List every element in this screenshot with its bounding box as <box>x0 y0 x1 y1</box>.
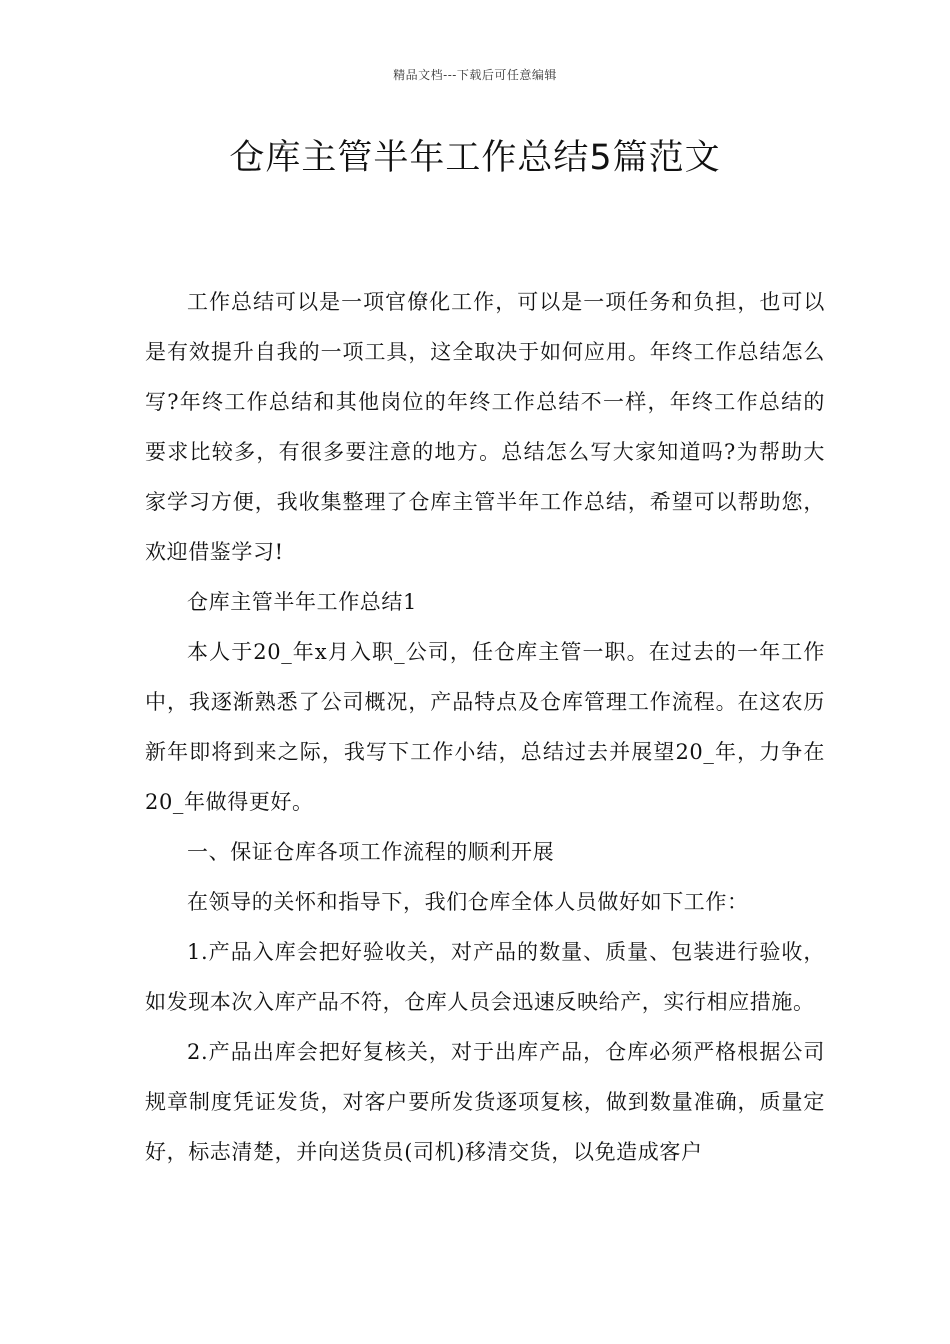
subsection-heading: 一、保证仓库各项工作流程的顺利开展 <box>187 840 555 864</box>
intro-paragraph: 工作总结可以是一项官僚化工作，可以是一项任务和负担，也可以是有效提升自我的一项工具，这全取决于如何应用。年终工作总结怎么写?年终工作总结和其他岗位的年终工作总结不一样，年终工作总结的要求比较多，有很多要注意的地方。总结怎么写大家知道吗?为帮助大家学习方便，我收集整理了仓库主管半年工作总结，希望可以帮助您，欢迎借鉴学习! <box>145 290 825 564</box>
document-body <box>145 277 825 1177</box>
body-paragraph: 本人于20_年x月入职_公司，任仓库主管一职。在过去的一年工作中，我逐渐熟悉了公司概况，产品特点及仓库管理工作流程。在这农历新年即将到来之际，我写下工作小结，总结过去并展望20_年，力争在20_年做得更好。 <box>145 640 825 814</box>
header-note: 精品文档---下载后可任意编辑 <box>393 68 557 82</box>
list-item: 2.产品出库会把好复核关，对于出库产品，仓库必须严格根据公司规章制度凭证发货，对客户要所发货逐项复核，做到数量准确，质量定好，标志清楚，并向送货员(司机)移清交货，以免造成客户 <box>145 1040 825 1164</box>
body-paragraph: 在领导的关怀和指导下，我们仓库全体人员做好如下工作： <box>187 890 749 914</box>
section-heading: 仓库主管半年工作总结1 <box>187 590 417 614</box>
document-title: 仓库主管半年工作总结5篇范文 <box>229 138 721 178</box>
list-item: 1.产品入库会把好验收关，对产品的数量、质量、包装进行验收，如发现本次入库产品不符，仓库人员会迅速反映给产，实行相应措施。 <box>145 940 825 1014</box>
